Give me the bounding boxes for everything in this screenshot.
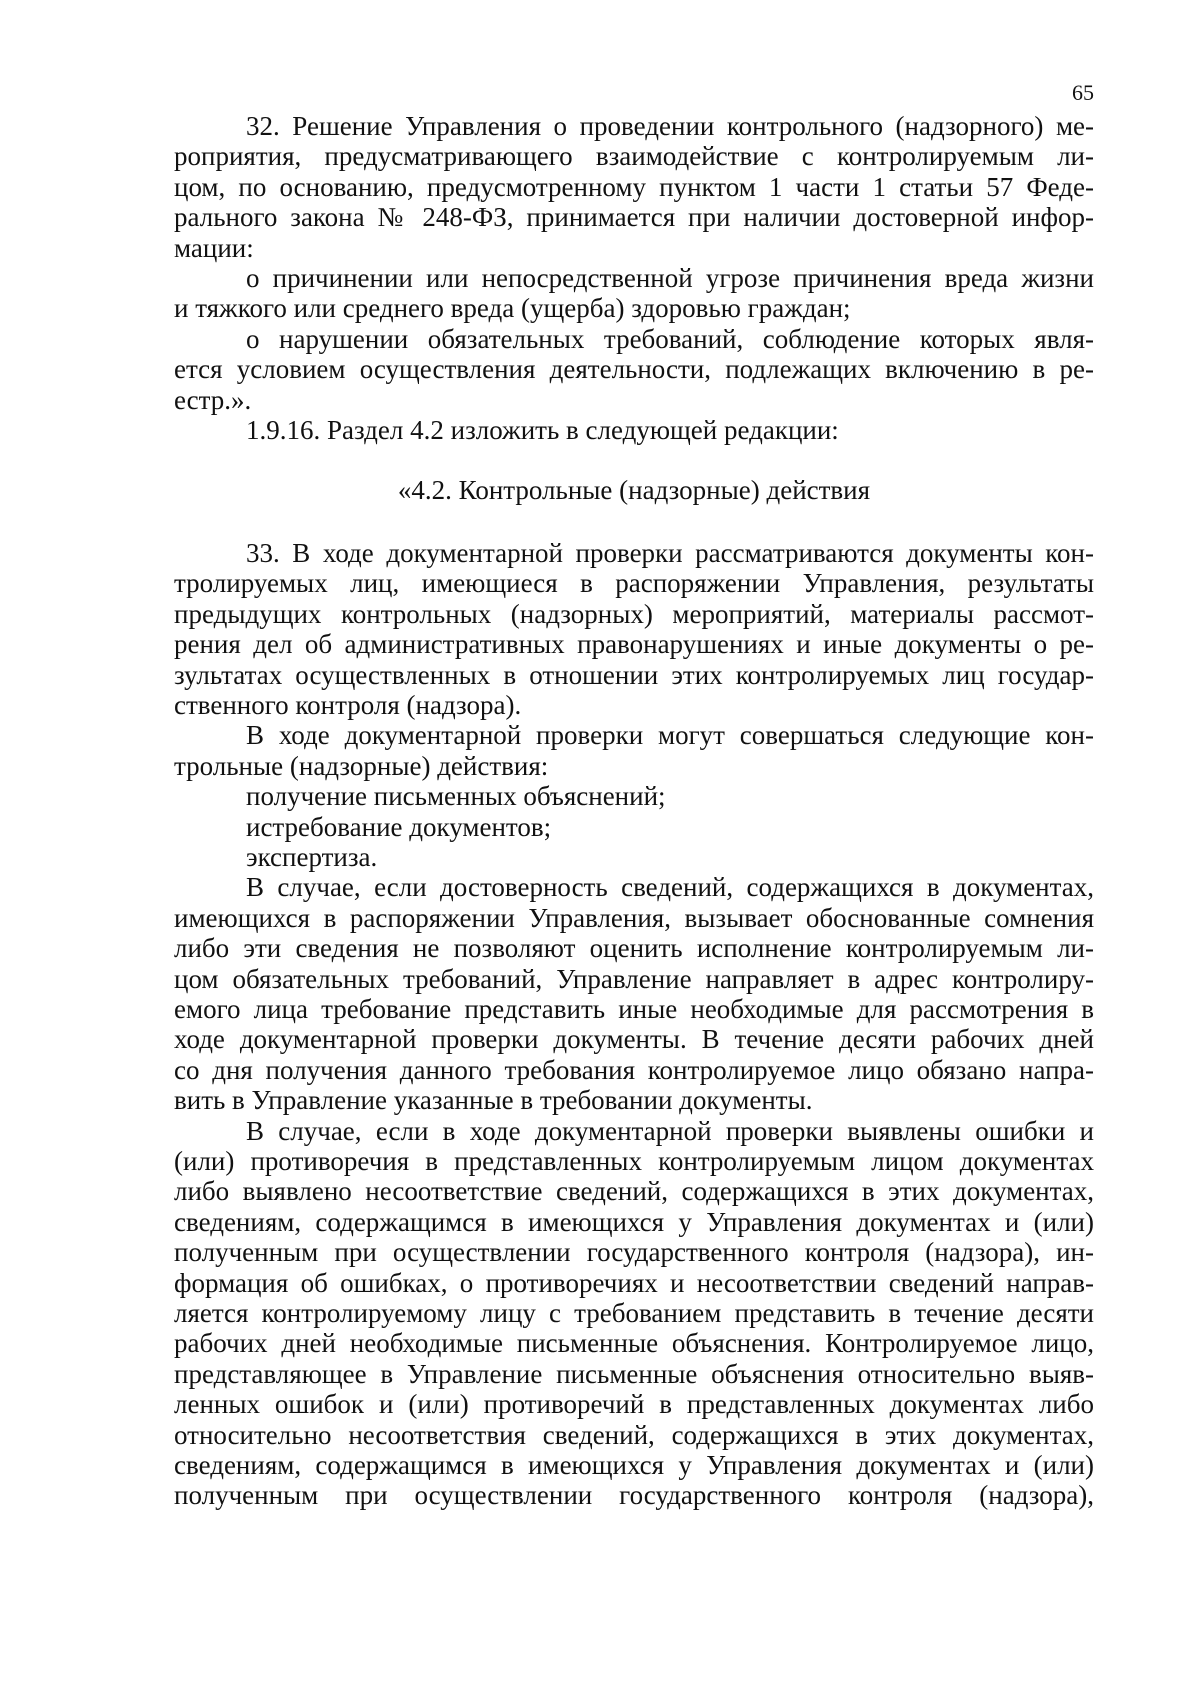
paragraph-32 (174, 111, 1094, 263)
text-line: ходе документарной проверки документы. В течение десяти рабочих дней (174, 1024, 1094, 1055)
list-item: истребование документов; (246, 811, 552, 842)
text-line: со дня получения данного требования контролируемое лицо обязано напра- (174, 1054, 1094, 1085)
text-line: о нарушении обязательных требований, соблюдение которых явля- (246, 323, 1094, 354)
text-line: роприятия, предусматривающего взаимодействие с контролируемым ли- (174, 141, 1094, 172)
text-line: ляется контролируемому лицу с требованием представить в течение десяти (174, 1298, 1094, 1329)
text-line: формация об ошибках, о противоречиях и несоответствии сведений направ- (174, 1267, 1094, 1298)
text-line: представляющее в Управление письменные объяснения относительно выяв- (174, 1358, 1094, 1389)
paragraph-harm (174, 263, 1094, 324)
text-line: мации: (174, 232, 254, 263)
paragraph-actions (174, 720, 1094, 781)
paragraph-reliability (174, 872, 1094, 1115)
paragraph-violation (174, 324, 1094, 415)
text-line: имеющихся в распоряжении Управления, вызывает обоснованные сомнения (174, 902, 1094, 933)
actions-list (174, 781, 1094, 872)
list-item: экспертиза. (246, 841, 378, 872)
paragraph-errors (174, 1116, 1094, 1511)
text-line: В случае, если достоверность сведений, содержащихся в документах, (246, 872, 1094, 903)
text-line: цом обязательных требований, Управление направляет в адрес контролиру- (174, 963, 1094, 994)
text-line: либо выявлено несоответствие сведений, содержащихся в этих документах, (174, 1176, 1094, 1207)
text-line: рабочих дней необходимые письменные объяснения. Контролируемое лицо, (174, 1328, 1094, 1359)
page-number: 65 (1072, 80, 1094, 105)
text-line: ется условием осуществления деятельности, подлежащих включению в ре- (174, 354, 1094, 385)
text-line: сведениям, содержащимся в имеющихся у Управления документах и (или) (174, 1206, 1094, 1237)
text-line: В случае, если в ходе документарной проверки выявлены ошибки и (246, 1115, 1094, 1146)
text-line: В ходе документарной проверки могут совершаться следующие кон- (246, 720, 1094, 751)
document-body (174, 111, 1094, 1511)
text-line: трольные (надзорные) действия: (174, 750, 549, 781)
text-line: и тяжкого или среднего вреда (ущерба) здоровью граждан; (174, 293, 851, 324)
paragraph-1-9-16 (174, 415, 1094, 445)
text-line: тролируемых лиц, имеющиеся в распоряжении Управления, результаты (174, 568, 1094, 599)
text-line: относительно несоответствия сведений, содержащихся в этих документах, (174, 1419, 1094, 1450)
text-line: ственного контроля (надзора). (174, 689, 522, 720)
text-line: естр.». (174, 384, 252, 415)
text-line: емого лица требование представить иные необходимые для рассмотрения в (174, 993, 1094, 1024)
text-line: предыдущих контрольных (надзорных) мероприятий, материалы рассмот- (174, 598, 1094, 629)
text-line: 32. Решение Управления о проведении контрольного (надзорного) ме- (246, 111, 1094, 141)
text-line: сведениям, содержащимся в имеющихся у Управления документах и (или) (174, 1450, 1094, 1481)
text-line: либо эти сведения не позволяют оценить исполнение контролируемым ли- (174, 933, 1094, 964)
section-heading: «4.2. Контрольные (надзорные) действия (397, 475, 871, 506)
text-line: полученным при осуществлении государственного контроля (надзора), (174, 1480, 1094, 1511)
text-line: 1.9.16. Раздел 4.2 изложить в следующей редакции: (246, 415, 839, 446)
text-line: о причинении или непосредственной угрозе причинения вреда жизни (246, 263, 1094, 294)
list-item: получение письменных объяснений; (246, 781, 666, 812)
text-line: цом, по основанию, предусмотренному пунктом 1 части 1 статьи 57 Феде- (174, 171, 1094, 202)
text-line: рального закона № 248-ФЗ, принимается при наличии достоверной инфор- (174, 202, 1094, 233)
text-line: вить в Управление указанные в требовании документы. (174, 1085, 813, 1116)
text-line: полученным при осуществлении государственного контроля (надзора), ин- (174, 1237, 1094, 1268)
text-line: 33. В ходе документарной проверки рассматриваются документы кон- (246, 537, 1094, 568)
text-line: ленных ошибок и (или) противоречий в представленных документах либо (174, 1389, 1094, 1420)
text-line: зультатах осуществленных в отношении этих контролируемых лиц государ- (174, 659, 1094, 690)
paragraph-33 (174, 538, 1094, 720)
text-line: рения дел об административных правонарушениях и иные документы о ре- (174, 629, 1094, 660)
text-line: (или) противоречия в представленных контролируемым лицом документах (174, 1146, 1094, 1176)
